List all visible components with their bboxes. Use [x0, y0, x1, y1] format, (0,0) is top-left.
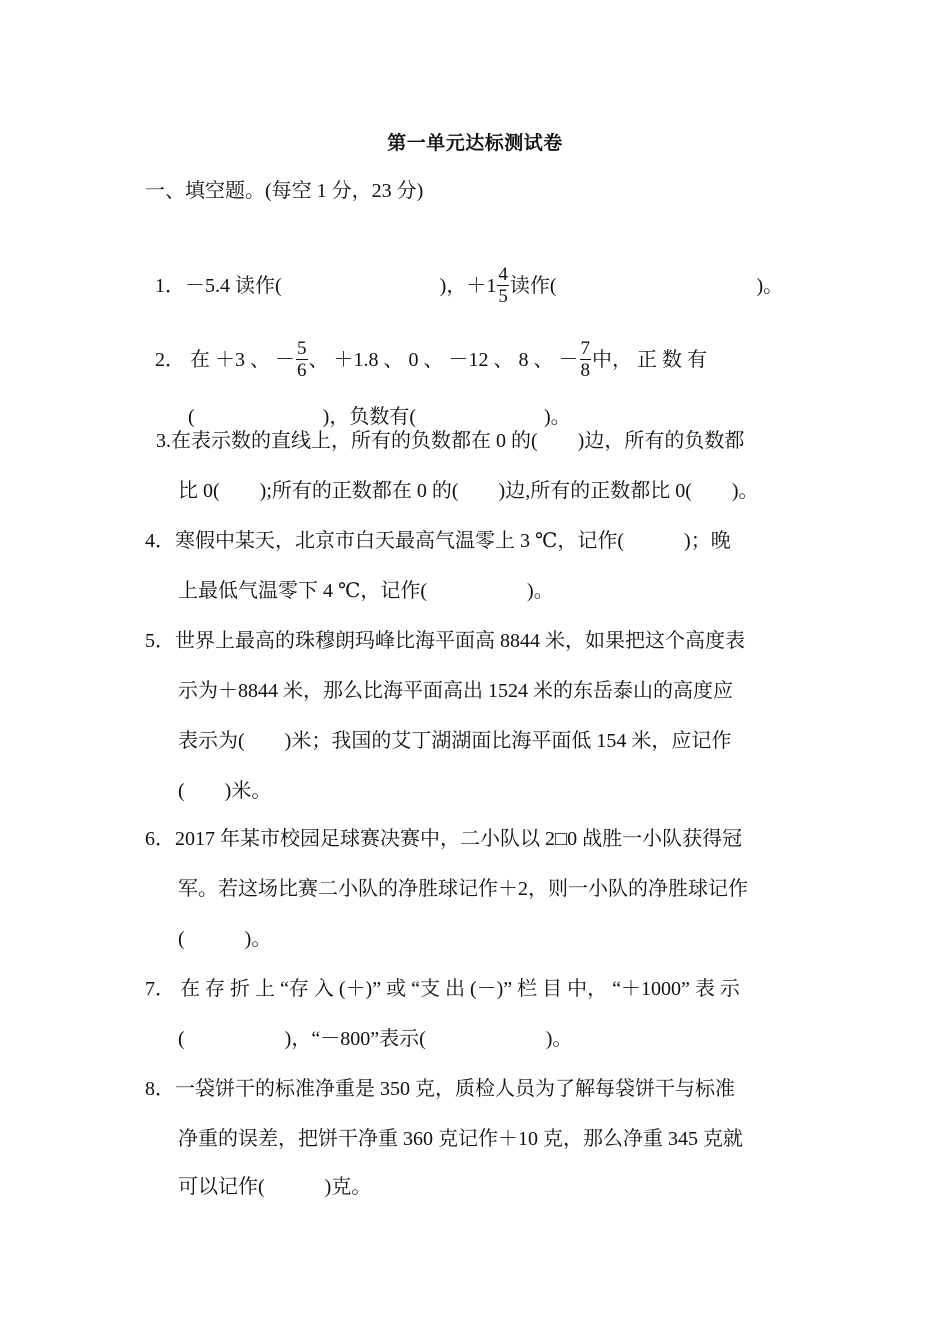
- q2-frac2-denominator: 8: [580, 360, 590, 381]
- q2-part-a: 2． 在 ＋3 、 －: [155, 349, 295, 372]
- q2-part-b: 、 ＋1.8 、 0 、 －12 、 8 、 －: [308, 349, 579, 372]
- question-4-line-2: 上最低气温零下 4 ℃，记作( )。: [178, 580, 554, 602]
- question-5-line-2: 示为＋8844 米，那么比海平面高出 1524 米的东岳泰山的高度应: [178, 680, 733, 702]
- q1-frac-denominator: 5: [498, 286, 508, 307]
- question-3-line-2: 比 0( );所有的正数都在 0 的( )边,所有的正数都比 0( )。: [178, 480, 759, 502]
- question-7-line-2: ( )，“－800”表示( )。: [178, 1028, 573, 1050]
- q2-fraction-1: [296, 338, 308, 381]
- question-8-line-1: 8．一袋饼干的标准净重是 350 克，质检人员为了解每袋饼干与标准: [145, 1078, 735, 1100]
- question-5-line-1: 5．世界上最高的珠穆朗玛峰比海平面高 8844 米，如果把这个高度表: [145, 630, 745, 652]
- question-8-line-3: 可以记作( )克。: [178, 1176, 372, 1198]
- q2-line2-a: (: [188, 406, 195, 428]
- question-4-line-1: 4．寒假中某天，北京市白天最高气温零上 3 ℃，记作( )；晚: [145, 530, 731, 552]
- question-7-line-1: 7． 在 存 折 上 “存 入 (＋)” 或 “支 出 (－)” 栏 目 中， “＋1000” 表 示: [145, 978, 740, 1000]
- q2-frac1-numerator: 5: [297, 338, 307, 359]
- q2-line2-b: )，负数有(: [322, 406, 416, 428]
- q2-frac1-denominator: 6: [297, 360, 307, 381]
- q2-frac2-numerator: 7: [580, 338, 590, 359]
- question-6-line-1: 6．2017 年某市校园足球赛决赛中，二小队以 2□0 战胜一小队获得冠: [145, 828, 743, 850]
- question-1: [145, 240, 783, 309]
- q1-part-c: 读作(: [509, 275, 557, 298]
- q1-fraction: [497, 264, 509, 307]
- question-2-line-2: [178, 378, 571, 430]
- page-title: 第一单元达标测试卷: [387, 133, 563, 154]
- question-5-line-4: ( )米。: [178, 780, 272, 802]
- q1-part-b: )，＋1: [439, 275, 497, 298]
- q1-part-d: )。: [756, 275, 784, 298]
- question-2: [145, 314, 707, 383]
- question-5-line-3: 表示为( )米；我国的艾丁湖湖面比海平面低 154 米，应记作: [178, 730, 732, 752]
- question-6-line-2: 军。若这场比赛二小队的净胜球记作＋2，则一小队的净胜球记作: [178, 878, 748, 900]
- q2-fraction-2: [580, 338, 592, 381]
- question-8-line-2: 净重的误差，把饼干净重 360 克记作＋10 克，那么净重 345 克就: [178, 1128, 743, 1150]
- q1-part-a: 1．－5.4 读作(: [155, 275, 282, 298]
- question-6-line-3: ( )。: [178, 928, 272, 950]
- q1-frac-numerator: 4: [498, 264, 508, 285]
- question-3-line-1: 3.在表示数的直线上，所有的负数都在 0 的( )边，所有的负数都: [156, 430, 745, 452]
- q2-line2-c: )。: [544, 406, 571, 428]
- section-heading: 一、填空题。(每空 1 分，23 分): [145, 180, 424, 202]
- q2-part-c: 中， 正 数 有: [592, 349, 707, 372]
